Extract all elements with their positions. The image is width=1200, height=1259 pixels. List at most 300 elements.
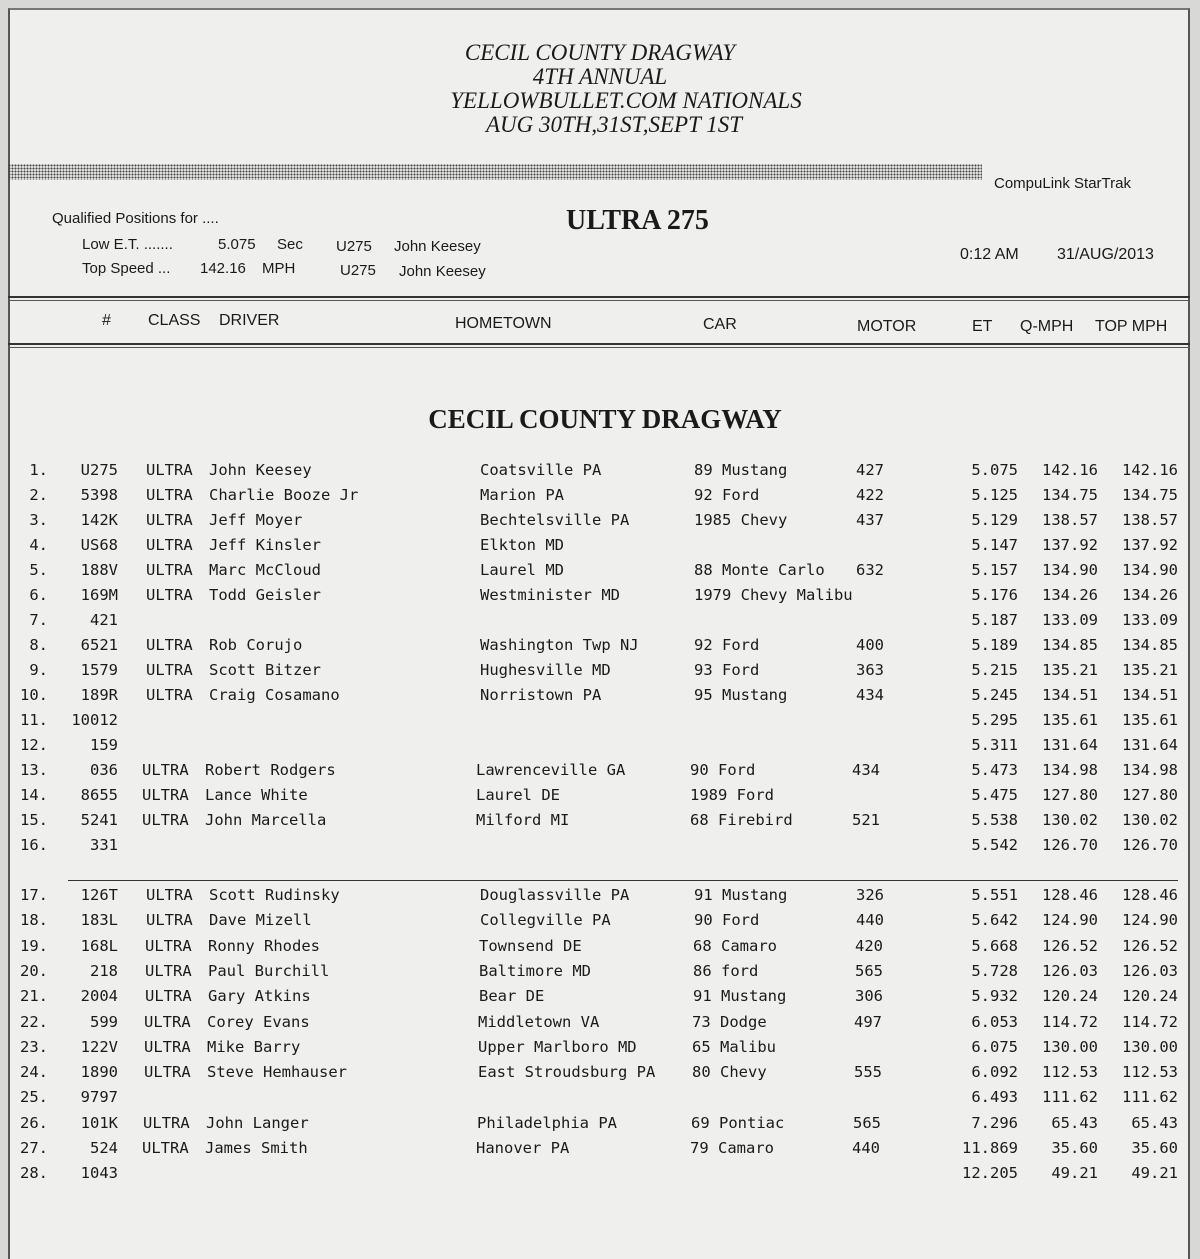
row-position: 15. — [20, 811, 48, 829]
row-top-mph: 126.03 — [1122, 961, 1178, 980]
row-top-mph: 130.00 — [1122, 1037, 1178, 1056]
row-class: ULTRA — [146, 511, 193, 529]
row-et: 5.932 — [971, 987, 1018, 1006]
row-qmph: 126.70 — [1042, 836, 1098, 854]
row-car: 95 Mustang — [694, 686, 788, 704]
table-row — [0, 461, 1200, 486]
row-top-mph: 138.57 — [1122, 511, 1178, 529]
row-car-number: 168L — [80, 936, 118, 955]
row-top-mph: 111.62 — [1122, 1088, 1178, 1107]
row-position: 17. — [20, 886, 48, 904]
column-header-rule-bottom — [8, 343, 1190, 345]
row-driver: Scott Rudinsky — [209, 886, 340, 904]
row-driver: Lance White — [205, 786, 308, 804]
row-et: 6.493 — [971, 1088, 1018, 1107]
row-position: 6. — [29, 586, 48, 604]
table-row — [0, 1038, 1200, 1063]
table-row — [0, 711, 1200, 736]
row-car: 86 ford — [693, 961, 759, 980]
row-hometown: Lawrenceville GA — [476, 761, 626, 779]
row-top-mph: 65.43 — [1131, 1113, 1178, 1132]
row-car-number: 036 — [90, 761, 118, 779]
row-top-mph: 120.24 — [1122, 987, 1178, 1006]
row-top-mph: 112.53 — [1122, 1063, 1178, 1082]
table-row — [0, 511, 1200, 536]
row-hometown: Upper Marlboro MD — [478, 1037, 637, 1056]
top-speed-label: Top Speed ... — [82, 260, 171, 277]
row-top-mph: 135.21 — [1122, 661, 1178, 679]
row-car-number: 1043 — [80, 1164, 118, 1183]
venue-title: CECIL COUNTY DRAGWAY — [428, 404, 782, 434]
row-class: ULTRA — [144, 1012, 191, 1031]
row-hometown: Hughesville MD — [480, 661, 611, 679]
table-row — [0, 536, 1200, 561]
row-et: 5.295 — [971, 711, 1018, 729]
row-qmph: 137.92 — [1042, 536, 1098, 554]
table-row — [0, 686, 1200, 711]
row-hometown: Norristown PA — [480, 686, 602, 704]
row-driver: Robert Rodgers — [205, 761, 336, 779]
col-header-car: CAR — [703, 316, 737, 333]
row-qmph: 133.09 — [1042, 611, 1098, 629]
row-car: 80 Chevy — [692, 1063, 767, 1082]
row-car: 90 Ford — [694, 911, 760, 930]
row-qmph: 134.85 — [1042, 636, 1098, 654]
row-car: 73 Dodge — [692, 1012, 767, 1031]
row-motor: 565 — [855, 961, 883, 980]
row-et: 11.869 — [962, 1139, 1018, 1157]
report-date: 31/AUG/2013 — [1057, 246, 1154, 263]
row-et: 5.075 — [971, 461, 1018, 479]
row-motor: 632 — [856, 561, 884, 579]
row-car-number: U275 — [80, 461, 118, 479]
row-qmph: 134.26 — [1042, 586, 1098, 604]
row-et: 5.542 — [971, 836, 1018, 854]
table-row — [0, 836, 1200, 861]
row-car: 91 Mustang — [693, 987, 787, 1006]
row-motor: 555 — [854, 1063, 882, 1082]
row-driver: Rob Corujo — [209, 636, 303, 654]
table-row — [0, 636, 1200, 661]
row-hometown: Coatsville PA — [480, 461, 602, 479]
header-line-2: 4TH ANNUAL — [532, 64, 668, 89]
row-class: ULTRA — [146, 636, 193, 654]
row-position: 24. — [20, 1063, 48, 1082]
row-class: ULTRA — [142, 761, 189, 779]
table-row — [0, 987, 1200, 1012]
row-top-mph: 49.21 — [1131, 1164, 1178, 1183]
row-qmph: 111.62 — [1042, 1088, 1098, 1107]
row-motor: 437 — [856, 511, 884, 529]
row-driver: Dave Mizell — [209, 911, 312, 930]
row-driver: Scott Bitzer — [209, 661, 321, 679]
table-row — [0, 611, 1200, 636]
row-et: 5.642 — [971, 911, 1018, 930]
row-hometown: Townsend DE — [479, 936, 582, 955]
row-position: 27. — [20, 1139, 48, 1157]
row-position: 20. — [20, 961, 48, 980]
row-position: 21. — [20, 987, 48, 1006]
row-position: 18. — [20, 911, 48, 930]
row-car: 92 Ford — [694, 636, 760, 654]
row-top-mph: 124.90 — [1122, 911, 1178, 930]
row-car-number: 10012 — [71, 711, 118, 729]
row-class: ULTRA — [145, 936, 192, 955]
row-hometown: Middletown VA — [478, 1012, 600, 1031]
col-header-class: CLASS — [148, 312, 201, 329]
row-position: 7. — [29, 611, 48, 629]
qualifier-cutoff-line — [68, 880, 1178, 881]
row-driver: Todd Geisler — [209, 586, 321, 604]
row-top-mph: 130.02 — [1122, 811, 1178, 829]
row-top-mph: 131.64 — [1122, 736, 1178, 754]
row-motor: 521 — [852, 811, 880, 829]
row-class: ULTRA — [146, 586, 193, 604]
row-motor: 497 — [854, 1012, 882, 1031]
row-et: 5.157 — [971, 561, 1018, 579]
row-qmph: 130.02 — [1042, 811, 1098, 829]
row-top-mph: 134.85 — [1122, 636, 1178, 654]
row-hometown: Westminister MD — [480, 586, 620, 604]
dotted-rule — [8, 164, 982, 180]
row-et: 5.551 — [971, 886, 1018, 904]
row-et: 5.475 — [971, 786, 1018, 804]
row-class: ULTRA — [146, 911, 193, 930]
row-car-number: 189R — [80, 686, 118, 704]
table-row — [0, 811, 1200, 836]
row-driver: Ronny Rhodes — [208, 936, 320, 955]
row-car: 68 Firebird — [690, 811, 793, 829]
row-et: 6.053 — [971, 1012, 1018, 1031]
row-qmph: 126.03 — [1042, 961, 1098, 980]
row-top-mph: 134.26 — [1122, 586, 1178, 604]
row-class: ULTRA — [146, 886, 193, 904]
row-driver: James Smith — [205, 1139, 308, 1157]
row-qmph: 134.51 — [1042, 686, 1098, 704]
row-car-number: 122V — [80, 1037, 118, 1056]
row-qmph: 65.43 — [1051, 1113, 1098, 1132]
row-motor: 306 — [855, 987, 883, 1006]
row-qmph: 138.57 — [1042, 511, 1098, 529]
row-position: 16. — [20, 836, 48, 854]
row-class: ULTRA — [145, 961, 192, 980]
class-title: ULTRA 275 — [566, 205, 709, 236]
row-position: 9. — [29, 661, 48, 679]
row-top-mph: 134.98 — [1122, 761, 1178, 779]
row-hometown: Philadelphia PA — [477, 1113, 617, 1132]
row-top-mph: 133.09 — [1122, 611, 1178, 629]
row-class: ULTRA — [146, 661, 193, 679]
row-hometown: Elkton MD — [480, 536, 564, 554]
row-et: 5.215 — [971, 661, 1018, 679]
row-qmph: 124.90 — [1042, 911, 1098, 930]
row-class: ULTRA — [143, 1113, 190, 1132]
table-row — [0, 1088, 1200, 1113]
row-top-mph: 134.75 — [1122, 486, 1178, 504]
row-driver: Gary Atkins — [208, 987, 311, 1006]
row-qmph: 49.21 — [1051, 1164, 1098, 1183]
row-car: 68 Camaro — [693, 936, 777, 955]
row-car: 92 Ford — [694, 486, 760, 504]
col-header-driver: DRIVER — [219, 312, 280, 329]
row-qmph: 35.60 — [1051, 1139, 1098, 1157]
row-car: 93 Ford — [694, 661, 760, 679]
row-et: 5.189 — [971, 636, 1018, 654]
low-et-driver: John Keesey — [394, 238, 481, 255]
row-class: ULTRA — [146, 686, 193, 704]
row-car-number: 2004 — [80, 987, 118, 1006]
row-position: 5. — [29, 561, 48, 579]
row-hometown: Collegville PA — [480, 911, 611, 930]
row-hometown: East Stroudsburg PA — [478, 1063, 656, 1082]
row-et: 5.129 — [971, 511, 1018, 529]
row-car: 88 Monte Carlo — [694, 561, 825, 579]
row-et: 5.538 — [971, 811, 1018, 829]
row-top-mph: 134.51 — [1122, 686, 1178, 704]
table-row — [0, 1063, 1200, 1088]
row-motor: 326 — [856, 886, 884, 904]
top-speed-unit: MPH — [262, 260, 296, 277]
row-et: 5.668 — [971, 936, 1018, 955]
row-position: 13. — [20, 761, 48, 779]
col-header-motor: MOTOR — [857, 318, 917, 335]
row-qmph: 135.21 — [1042, 661, 1098, 679]
row-car-number: 183L — [80, 911, 118, 930]
row-top-mph: 134.90 — [1122, 561, 1178, 579]
row-driver: John Marcella — [205, 811, 327, 829]
row-et: 6.092 — [971, 1063, 1018, 1082]
row-top-mph: 127.80 — [1122, 786, 1178, 804]
row-position: 10. — [20, 686, 48, 704]
row-top-mph: 35.60 — [1131, 1139, 1178, 1157]
row-et: 5.473 — [971, 761, 1018, 779]
row-top-mph: 137.92 — [1122, 536, 1178, 554]
row-position: 19. — [20, 936, 48, 955]
row-motor: 565 — [853, 1113, 881, 1132]
table-row — [0, 786, 1200, 811]
table-row — [0, 561, 1200, 586]
table-row — [0, 886, 1200, 911]
row-car: 79 Camaro — [690, 1139, 774, 1157]
row-et: 5.176 — [971, 586, 1018, 604]
header-line-1: CECIL COUNTY DRAGWAY — [464, 40, 736, 65]
row-et: 5.728 — [971, 961, 1018, 980]
row-qmph: 126.52 — [1042, 936, 1098, 955]
row-qmph: 114.72 — [1042, 1012, 1098, 1031]
row-et: 5.147 — [971, 536, 1018, 554]
row-qmph: 120.24 — [1042, 987, 1098, 1006]
row-motor: 422 — [856, 486, 884, 504]
row-top-mph: 135.61 — [1122, 711, 1178, 729]
row-position: 11. — [20, 711, 48, 729]
row-et: 5.187 — [971, 611, 1018, 629]
row-motor: 363 — [856, 661, 884, 679]
row-hometown: Hanover PA — [476, 1139, 570, 1157]
row-qmph: 112.53 — [1042, 1063, 1098, 1082]
row-position: 25. — [20, 1088, 48, 1107]
row-driver: Jeff Kinsler — [209, 536, 321, 554]
row-car: 1985 Chevy — [694, 511, 788, 529]
row-class: ULTRA — [145, 987, 192, 1006]
row-driver: Corey Evans — [207, 1012, 310, 1031]
table-row — [0, 586, 1200, 611]
row-et: 6.075 — [971, 1037, 1018, 1056]
row-car: 65 Malibu — [692, 1037, 776, 1056]
col-header-et: ET — [972, 318, 993, 335]
row-qmph: 134.98 — [1042, 761, 1098, 779]
row-driver: Jeff Moyer — [209, 511, 303, 529]
row-car-number: US68 — [80, 536, 118, 554]
row-car-number: 188V — [80, 561, 118, 579]
row-car: 89 Mustang — [694, 461, 788, 479]
row-qmph: 130.00 — [1042, 1037, 1098, 1056]
row-hometown: Marion PA — [480, 486, 564, 504]
row-driver: Steve Hemhauser — [207, 1063, 347, 1082]
row-driver: Paul Burchill — [208, 961, 330, 980]
row-hometown: Milford MI — [476, 811, 570, 829]
row-top-mph: 114.72 — [1122, 1012, 1178, 1031]
row-position: 8. — [29, 636, 48, 654]
row-driver: John Keesey — [209, 461, 312, 479]
row-driver: Charlie Booze Jr — [209, 486, 359, 504]
row-class: ULTRA — [142, 786, 189, 804]
row-car-number: 218 — [90, 961, 118, 980]
row-car-number: 421 — [90, 611, 118, 629]
row-top-mph: 128.46 — [1122, 886, 1178, 904]
row-motor: 434 — [856, 686, 884, 704]
row-car-number: 142K — [80, 511, 118, 529]
row-position: 2. — [29, 486, 48, 504]
col-header-qmph: Q-MPH — [1020, 318, 1074, 335]
row-motor: 434 — [852, 761, 880, 779]
col-header-num: # — [102, 312, 111, 329]
low-et-label: Low E.T. ....... — [82, 236, 173, 253]
row-car-number: 159 — [90, 736, 118, 754]
row-car-number: 101K — [80, 1113, 118, 1132]
top-speed-driver: John Keesey — [399, 263, 486, 280]
row-motor: 427 — [856, 461, 884, 479]
low-et-unit: Sec — [277, 236, 303, 253]
row-motor: 440 — [852, 1139, 880, 1157]
table-row — [0, 761, 1200, 786]
column-header-rule-bottom-inner — [8, 347, 1190, 348]
table-row — [0, 1139, 1200, 1164]
row-et: 5.245 — [971, 686, 1018, 704]
row-car: 90 Ford — [690, 761, 756, 779]
col-header-hometown: HOMETOWN — [455, 315, 552, 332]
row-car-number: 524 — [90, 1139, 118, 1157]
row-qmph: 135.61 — [1042, 711, 1098, 729]
row-hometown: Laurel MD — [480, 561, 564, 579]
row-top-mph: 126.52 — [1122, 936, 1178, 955]
top-speed-value: 142.16 — [200, 260, 246, 277]
row-position: 14. — [20, 786, 48, 804]
row-car: 1979 Chevy Malibu — [694, 586, 853, 604]
row-et: 12.205 — [962, 1164, 1018, 1183]
row-position: 3. — [29, 511, 48, 529]
table-row — [0, 1114, 1200, 1139]
col-header-topmph: TOP MPH — [1095, 318, 1168, 335]
report-time: 0:12 AM — [960, 246, 1019, 263]
vendor-label: CompuLink StarTrak — [994, 175, 1131, 192]
top-speed-car: U275 — [340, 262, 376, 279]
row-position: 22. — [20, 1012, 48, 1031]
row-car-number: 6521 — [80, 636, 118, 654]
table-row — [0, 1164, 1200, 1189]
row-position: 1. — [29, 461, 48, 479]
row-hometown: Baltimore MD — [479, 961, 591, 980]
row-car-number: 331 — [90, 836, 118, 854]
row-car-number: 126T — [80, 886, 118, 904]
row-qmph: 128.46 — [1042, 886, 1098, 904]
row-et: 7.296 — [971, 1113, 1018, 1132]
row-car-number: 5241 — [80, 811, 118, 829]
row-car-number: 1579 — [80, 661, 118, 679]
row-hometown: Bechtelsville PA — [480, 511, 630, 529]
row-hometown: Washington Twp NJ — [480, 636, 639, 654]
row-class: ULTRA — [146, 536, 193, 554]
row-class: ULTRA — [144, 1063, 191, 1082]
row-car-number: 5398 — [80, 486, 118, 504]
row-et: 5.311 — [971, 736, 1018, 754]
table-row — [0, 1013, 1200, 1038]
qualified-label: Qualified Positions for .... — [52, 210, 219, 227]
row-hometown: Douglassville PA — [480, 886, 630, 904]
row-driver: Craig Cosamano — [209, 686, 340, 704]
row-car-number: 8655 — [80, 786, 118, 804]
row-motor: 420 — [855, 936, 883, 955]
row-top-mph: 126.70 — [1122, 836, 1178, 854]
row-car: 91 Mustang — [694, 886, 788, 904]
table-row — [0, 937, 1200, 962]
row-position: 23. — [20, 1037, 48, 1056]
row-driver: John Langer — [206, 1113, 309, 1132]
table-row — [0, 486, 1200, 511]
table-row — [0, 736, 1200, 761]
row-car-number: 9797 — [80, 1088, 118, 1107]
row-motor: 400 — [856, 636, 884, 654]
row-hometown: Laurel DE — [476, 786, 560, 804]
row-position: 26. — [20, 1113, 48, 1132]
table-row — [0, 962, 1200, 987]
row-class: ULTRA — [144, 1037, 191, 1056]
row-motor: 440 — [856, 911, 884, 930]
row-top-mph: 142.16 — [1122, 461, 1178, 479]
header-line-3: YELLOWBULLET.COM NATIONALS — [450, 88, 802, 113]
low-et-value: 5.075 — [218, 236, 256, 253]
row-class: ULTRA — [146, 561, 193, 579]
row-class: ULTRA — [146, 461, 193, 479]
row-qmph: 134.75 — [1042, 486, 1098, 504]
row-position: 12. — [20, 736, 48, 754]
low-et-car: U275 — [336, 238, 372, 255]
row-car: 69 Pontiac — [691, 1113, 785, 1132]
table-row — [0, 911, 1200, 936]
column-header-rule-top-inner — [8, 300, 1190, 301]
row-driver: Mike Barry — [207, 1037, 301, 1056]
row-et: 5.125 — [971, 486, 1018, 504]
row-hometown: Bear DE — [479, 987, 545, 1006]
row-qmph: 127.80 — [1042, 786, 1098, 804]
column-header-rule-top — [8, 296, 1190, 298]
row-position: 4. — [29, 536, 48, 554]
row-class: ULTRA — [142, 811, 189, 829]
row-car-number: 169M — [80, 586, 118, 604]
row-qmph: 142.16 — [1042, 461, 1098, 479]
table-row — [0, 661, 1200, 686]
row-position: 28. — [20, 1164, 48, 1183]
row-car-number: 599 — [90, 1012, 118, 1031]
